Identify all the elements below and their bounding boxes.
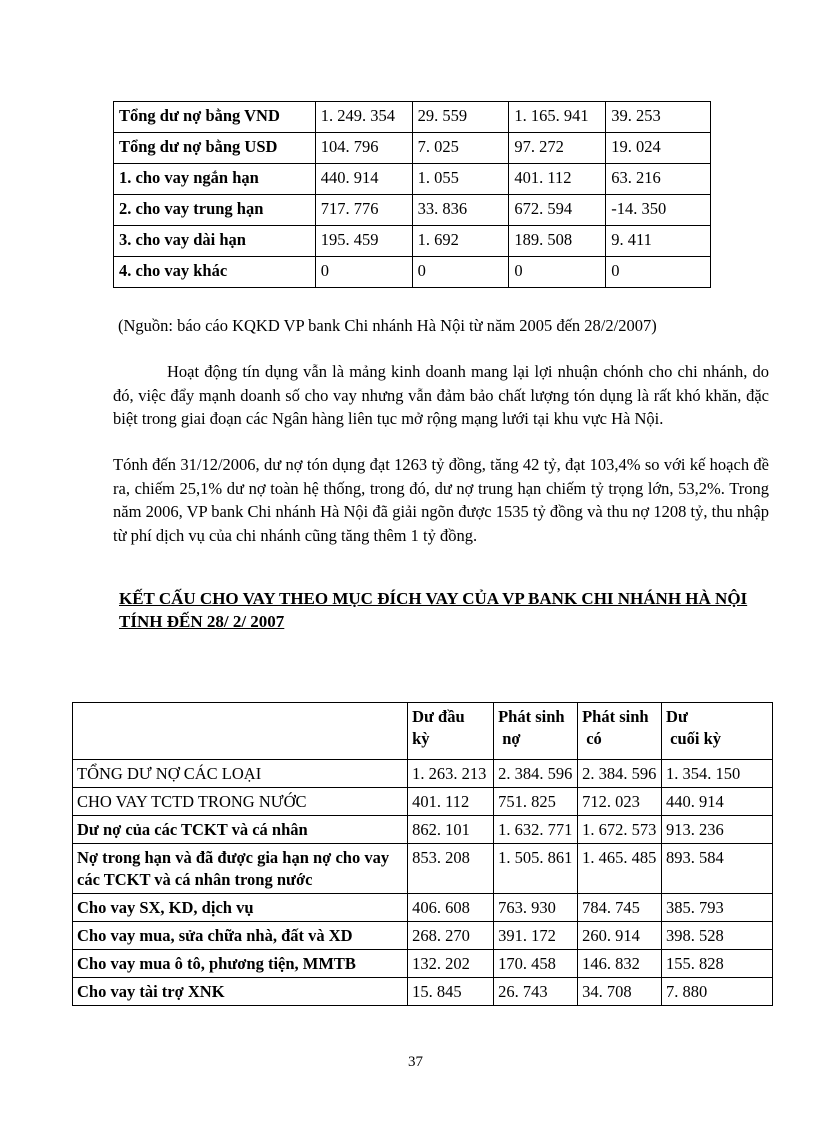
table-cell: 1. 263. 213 xyxy=(408,760,494,788)
body-paragraph: Tónh đến 31/12/2006, dư nợ tón dụng đạt 1263 tỷ đồng, tăng 42 tỷ, đạt 103,4% so với kế hoạch đề ra, chiếm 25,1% dư nợ toàn hệ thống, trong đó, dư nợ trung hạn chiếm tỷ trọng lớn, 53,2%. Trong năm 2006, VP bank Chi nhánh Hà Nội đã giải ngõn được 1535 tỷ đồng và thu nợ 1208 tỷ, thu nhập từ phí dịch vụ của chi nhánh cũng tăng thêm 1 tỷ đồng. xyxy=(113,455,769,545)
table-cell: 7. 880 xyxy=(662,978,773,1006)
table-cell: 763. 930 xyxy=(494,894,578,922)
table-cell: 406. 608 xyxy=(408,894,494,922)
table-cell: 1. 055 xyxy=(412,164,509,195)
table-cell: 1. 465. 485 xyxy=(578,844,662,894)
loan-purpose-table xyxy=(72,702,773,1006)
row-label: 1. cho vay ngắn hạn xyxy=(114,164,316,195)
table-cell: 189. 508 xyxy=(509,226,606,257)
row-label: TỔNG DƯ NỢ CÁC LOẠI xyxy=(73,760,408,788)
table-cell: 34. 708 xyxy=(578,978,662,1006)
table-row xyxy=(73,760,773,788)
table-cell: 784. 745 xyxy=(578,894,662,922)
row-label: 2. cho vay trung hạn xyxy=(114,195,316,226)
table-cell: 401. 112 xyxy=(509,164,606,195)
table-row xyxy=(73,894,773,922)
table-row xyxy=(73,844,773,894)
table-cell: 401. 112 xyxy=(408,788,494,816)
table-cell: 1. 632. 771 xyxy=(494,816,578,844)
header-cell xyxy=(73,703,408,760)
table-cell: 1. 165. 941 xyxy=(509,102,606,133)
table-cell: 1. 672. 573 xyxy=(578,816,662,844)
row-label: 3. cho vay dài hạn xyxy=(114,226,316,257)
table-row xyxy=(114,226,711,257)
table-row xyxy=(114,133,711,164)
row-label: Tổng dư nợ bằng USD xyxy=(114,133,316,164)
table-cell: 751. 825 xyxy=(494,788,578,816)
table-cell: -14. 350 xyxy=(606,195,711,226)
loan-balance-table xyxy=(113,101,711,288)
table-cell: 2. 384. 596 xyxy=(578,760,662,788)
row-label: Cho vay mua ô tô, phương tiện, MMTB xyxy=(73,950,408,978)
row-label: Cho vay tài trợ XNK xyxy=(73,978,408,1006)
table-cell: 1. 249. 354 xyxy=(315,102,412,133)
header-cell: Phát sinh nợ xyxy=(494,703,578,760)
table-cell: 0 xyxy=(315,257,412,288)
table-cell: 0 xyxy=(509,257,606,288)
table-row xyxy=(73,922,773,950)
header-cell: Dư đầu kỳ xyxy=(408,703,494,760)
table-cell: 893. 584 xyxy=(662,844,773,894)
table-cell: 391. 172 xyxy=(494,922,578,950)
table-row xyxy=(114,102,711,133)
table-cell: 7. 025 xyxy=(412,133,509,164)
table-cell: 0 xyxy=(412,257,509,288)
table-cell: 104. 796 xyxy=(315,133,412,164)
row-label: CHO VAY TCTD TRONG NƯỚC xyxy=(73,788,408,816)
table-cell: 39. 253 xyxy=(606,102,711,133)
table-cell: 146. 832 xyxy=(578,950,662,978)
table-cell: 29. 559 xyxy=(412,102,509,133)
header-cell: Dư cuối kỳ xyxy=(662,703,773,760)
row-label: Cho vay mua, sửa chữa nhà, đất và XD xyxy=(73,922,408,950)
table-cell: 712. 023 xyxy=(578,788,662,816)
row-label: Tổng dư nợ bằng VND xyxy=(114,102,316,133)
table-cell: 26. 743 xyxy=(494,978,578,1006)
table-cell: 97. 272 xyxy=(509,133,606,164)
table-cell: 63. 216 xyxy=(606,164,711,195)
table-cell: 913. 236 xyxy=(662,816,773,844)
table-row xyxy=(114,164,711,195)
table-cell: 260. 914 xyxy=(578,922,662,950)
table-row xyxy=(114,257,711,288)
table-cell: 1. 692 xyxy=(412,226,509,257)
table-row xyxy=(73,950,773,978)
table-row xyxy=(73,788,773,816)
row-label: Dư nợ của các TCKT và cá nhân xyxy=(73,816,408,844)
table-cell: 19. 024 xyxy=(606,133,711,164)
table-cell: 440. 914 xyxy=(662,788,773,816)
table-header-row xyxy=(73,703,773,760)
body-paragraph: Hoạt động tín dụng vẫn là mảng kinh doanh mang lại lợi nhuận chónh cho chi nhánh, do đó, việc đẩy mạnh doanh số cho vay nhưng vẫn đảm bảo chất lượng tón dụng là rất khó khăn, đặc biệt trong giai đoạn các Ngân hàng liên tục mở rộng mạng lưới tại khu vực Hà Nội. xyxy=(113,362,769,428)
header-cell: Phát sinh có xyxy=(578,703,662,760)
table-row xyxy=(114,195,711,226)
table-cell: 385. 793 xyxy=(662,894,773,922)
table-cell: 155. 828 xyxy=(662,950,773,978)
table-cell: 398. 528 xyxy=(662,922,773,950)
table-cell: 0 xyxy=(606,257,711,288)
row-label: 4. cho vay khác xyxy=(114,257,316,288)
table-cell: 1. 354. 150 xyxy=(662,760,773,788)
source-note: (Nguồn: báo cáo KQKD VP bank Chi nhánh Hà Nội từ năm 2005 đến 28/2/2007) xyxy=(118,316,657,335)
row-label: Cho vay SX, KD, dịch vụ xyxy=(73,894,408,922)
table-cell: 9. 411 xyxy=(606,226,711,257)
table-cell: 33. 836 xyxy=(412,195,509,226)
table-cell: 132. 202 xyxy=(408,950,494,978)
page-number: 37 xyxy=(408,1054,423,1070)
table-cell: 862. 101 xyxy=(408,816,494,844)
table-cell: 2. 384. 596 xyxy=(494,760,578,788)
table-row xyxy=(73,978,773,1006)
section-heading: KẾT CẤU CHO VAY THEO MỤC ĐÍCH VAY CỦA VP BANK CHI NHÁNH HÀ NỘI TÍNH ĐẾN 28/ 2/ 2007 xyxy=(119,589,748,631)
table-cell: 1. 505. 861 xyxy=(494,844,578,894)
table-cell: 268. 270 xyxy=(408,922,494,950)
table-cell: 440. 914 xyxy=(315,164,412,195)
table-cell: 195. 459 xyxy=(315,226,412,257)
table-cell: 672. 594 xyxy=(509,195,606,226)
table-cell: 853. 208 xyxy=(408,844,494,894)
table-cell: 15. 845 xyxy=(408,978,494,1006)
row-label: Nợ trong hạn và đã được gia hạn nợ cho vay các TCKT và cá nhân trong nước xyxy=(73,844,408,894)
table-row xyxy=(73,816,773,844)
table-cell: 717. 776 xyxy=(315,195,412,226)
table-cell: 170. 458 xyxy=(494,950,578,978)
